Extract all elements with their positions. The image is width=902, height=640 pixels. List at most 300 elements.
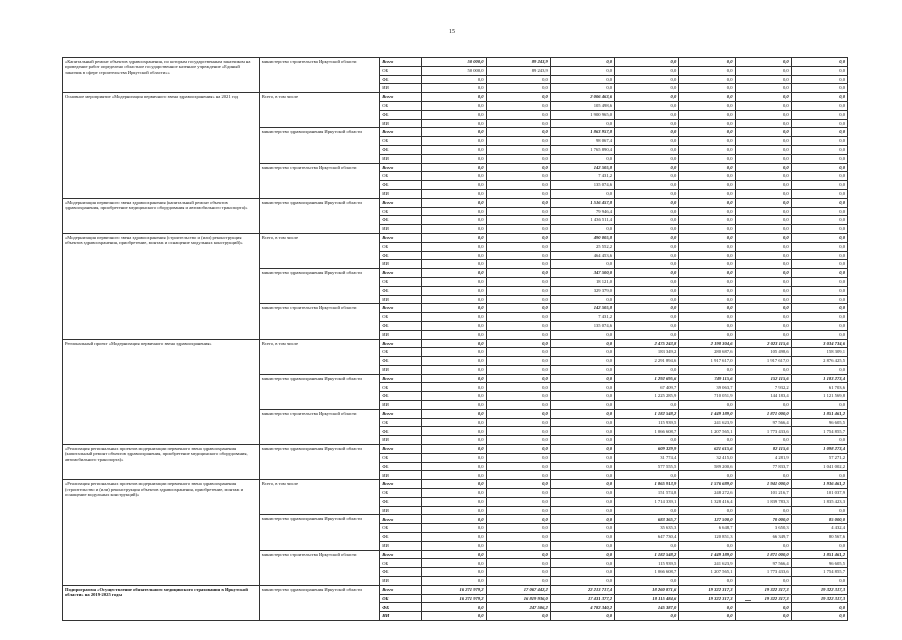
amount-cell: 0,0 [791, 242, 847, 251]
amount-cell: 18 115 484,6 [615, 594, 679, 603]
table-row [63, 233, 848, 242]
amount-cell: 0,0 [550, 506, 614, 515]
amount-cell: 0,0 [422, 515, 486, 524]
amount-cell: 490 005,8 [550, 233, 614, 242]
funding-source-cell: ОБ [380, 418, 422, 427]
amount-cell: 0,0 [422, 154, 486, 163]
amount-cell: 16 819 936,0 [486, 594, 550, 603]
amount-cell: 0,0 [679, 365, 735, 374]
amount-cell: 0,0 [486, 462, 550, 471]
amount-cell: 0,0 [615, 612, 679, 621]
amount-cell: 0,0 [735, 137, 791, 146]
executor-cell: Всего, в том числе [259, 233, 379, 268]
amount-cell: 0,0 [615, 286, 679, 295]
amount-cell: 0,0 [615, 321, 679, 330]
amount-cell: 0,0 [422, 304, 486, 313]
amount-cell: 25 552,2 [550, 242, 614, 251]
amount-cell: 1 225 285,9 [615, 392, 679, 401]
amount-cell: 19 322 317,3 [791, 594, 847, 603]
amount-cell: 0,0 [550, 401, 614, 410]
amount-cell: 0,0 [679, 506, 735, 515]
executor-cell: министерство здравоохранения Иркутской области [259, 445, 379, 480]
amount-cell: 0,0 [735, 577, 791, 586]
amount-cell: 0,0 [550, 541, 614, 550]
measure-description: Основное мероприятие «Модернизация первичного звена здравоохранения» на 2021 год [63, 93, 260, 199]
executor-cell: Всего, в том числе [259, 339, 379, 374]
measure-description: Региональный проект «Модернизация первичного звена здравоохранения» [63, 339, 260, 445]
amount-cell: 0,0 [791, 321, 847, 330]
amount-cell: 158 309,1 [791, 348, 847, 357]
amount-cell: 0,0 [791, 189, 847, 198]
amount-cell: 0,0 [735, 119, 791, 128]
amount-cell: 19 322 317,3 [791, 585, 847, 594]
amount-cell: 0,0 [486, 392, 550, 401]
amount-cell: 0,0 [679, 137, 735, 146]
amount-cell: 0,0 [486, 93, 550, 102]
amount-cell: 0,0 [550, 533, 614, 542]
amount-cell: 0,0 [735, 436, 791, 445]
funding-source-cell: ФБ [380, 110, 422, 119]
amount-cell: 0,0 [735, 145, 791, 154]
amount-cell: 19 322 317,3 [679, 585, 735, 594]
amount-cell: 0,0 [422, 480, 486, 489]
amount-cell: 1 328 416,4 [679, 497, 735, 506]
funding-source-cell: ФБ [380, 357, 422, 366]
amount-cell: 0,0 [735, 198, 791, 207]
amount-cell: 183 349,2 [615, 348, 679, 357]
amount-cell: 0,0 [486, 295, 550, 304]
scan-mark [745, 600, 751, 601]
amount-cell: 0,0 [679, 304, 735, 313]
amount-cell: 0,0 [791, 251, 847, 260]
measure-description: «Реализация региональных проектов модернизации первичного звена здравоохранения (строительство и (или) реконструкция объектов здравоохранения, приобретение, монтаж и оснащение модульных конструкций)» [63, 480, 260, 586]
amount-cell: 0,0 [486, 137, 550, 146]
amount-cell: 0,0 [486, 515, 550, 524]
executor-cell: министерство здравоохранения Иркутской области [259, 515, 379, 550]
amount-cell: 647 730,4 [615, 533, 679, 542]
amount-cell: 0,0 [679, 225, 735, 234]
funding-source-cell: ОБ [380, 489, 422, 498]
amount-cell: 0,0 [422, 295, 486, 304]
amount-cell: 115 939,5 [615, 418, 679, 427]
amount-cell: 0,0 [486, 145, 550, 154]
funding-source-cell: ФБ [380, 603, 422, 612]
amount-cell: 0,0 [791, 84, 847, 93]
amount-cell: 0,0 [791, 295, 847, 304]
amount-cell: 0,0 [486, 163, 550, 172]
amount-cell: 0,0 [486, 251, 550, 260]
amount-cell: 0,0 [486, 612, 550, 621]
amount-cell: 0,0 [422, 137, 486, 146]
amount-cell: 0,0 [550, 383, 614, 392]
amount-cell: 0,0 [486, 286, 550, 295]
amount-cell: 0,0 [735, 286, 791, 295]
amount-cell: 0,0 [422, 163, 486, 172]
amount-cell: 2 475 243,8 [615, 339, 679, 348]
amount-cell: 0,0 [679, 189, 735, 198]
funding-source-cell: ФБ [380, 533, 422, 542]
amount-cell: 0,0 [615, 242, 679, 251]
amount-cell: 0,0 [550, 577, 614, 586]
amount-cell: 0,0 [679, 84, 735, 93]
amount-cell: 0,0 [422, 330, 486, 339]
amount-cell: 0,0 [735, 101, 791, 110]
amount-cell: 1 900 965,0 [550, 110, 614, 119]
amount-cell: 0,0 [550, 427, 614, 436]
page-number: 15 [449, 29, 455, 35]
amount-cell: 1 516 457,8 [550, 198, 614, 207]
funding-source-cell: Всего [380, 374, 422, 383]
amount-cell: 0,0 [422, 506, 486, 515]
amount-cell: 0,0 [486, 568, 550, 577]
amount-cell: 0,0 [735, 603, 791, 612]
amount-cell: 0,0 [791, 58, 847, 67]
amount-cell: 0,0 [735, 401, 791, 410]
amount-cell: 0,0 [615, 251, 679, 260]
amount-cell: 0,0 [735, 269, 791, 278]
funding-source-cell: ФБ [380, 251, 422, 260]
amount-cell: 2 198 304,6 [679, 339, 735, 348]
amount-cell: 1 182 548,2 [615, 550, 679, 559]
amount-cell: 0,0 [791, 172, 847, 181]
executor-cell: Всего, в том числе [259, 480, 379, 515]
amount-cell: 0,0 [550, 392, 614, 401]
amount-cell: 0,0 [615, 541, 679, 550]
amount-cell: 0,0 [735, 541, 791, 550]
amount-cell: 0,0 [550, 568, 614, 577]
amount-cell: 0,0 [422, 577, 486, 586]
amount-cell: 0,0 [422, 489, 486, 498]
funding-source-cell: ИИ [380, 541, 422, 550]
amount-cell: 0,0 [422, 383, 486, 392]
amount-cell: 241 623,9 [679, 559, 735, 568]
funding-source-cell: ОБ [380, 277, 422, 286]
amount-cell: 0,0 [679, 260, 735, 269]
amount-cell: 0,0 [422, 321, 486, 330]
amount-cell: 0,0 [615, 304, 679, 313]
amount-cell: 0,0 [679, 612, 735, 621]
amount-cell: 0,0 [486, 242, 550, 251]
amount-cell: 0,0 [679, 436, 735, 445]
amount-cell: 0,0 [550, 445, 614, 454]
amount-cell: 0,0 [615, 577, 679, 586]
table-row [63, 93, 848, 102]
amount-cell: 1 754 855,7 [791, 427, 847, 436]
amount-cell: 0,0 [550, 480, 614, 489]
amount-cell: 0,0 [486, 110, 550, 119]
amount-cell: 0,0 [550, 365, 614, 374]
amount-cell: 0,0 [486, 330, 550, 339]
amount-cell: 0,0 [550, 612, 614, 621]
amount-cell: 0,0 [791, 269, 847, 278]
executor-cell: министерство здравоохранения Иркутской области [259, 374, 379, 409]
amount-cell: 0,0 [486, 128, 550, 137]
amount-cell: 0,0 [735, 128, 791, 137]
amount-cell: 0,0 [422, 401, 486, 410]
amount-cell: 1 098 273,4 [791, 445, 847, 454]
amount-cell: 3 650,3 [735, 524, 791, 533]
amount-cell: 0,0 [422, 409, 486, 418]
amount-cell: 0,0 [679, 207, 735, 216]
amount-cell: 144 183,4 [735, 392, 791, 401]
amount-cell: 0,0 [486, 348, 550, 357]
funding-source-cell: Всего [380, 304, 422, 313]
amount-cell: 105 498,6 [550, 101, 614, 110]
amount-cell: 0,0 [550, 462, 614, 471]
amount-cell: 1 121 569,8 [791, 392, 847, 401]
amount-cell: 0,0 [486, 418, 550, 427]
amount-cell: 0,0 [679, 216, 735, 225]
amount-cell: 1 449 189,0 [679, 550, 735, 559]
amount-cell: 17 431 377,2 [550, 594, 614, 603]
amount-cell: 0,0 [422, 233, 486, 242]
amount-cell: 0,0 [550, 66, 614, 75]
amount-cell: 0,0 [679, 330, 735, 339]
amount-cell: 0,0 [422, 550, 486, 559]
amount-cell: 609 329,9 [615, 445, 679, 454]
amount-cell: 1 182 548,2 [615, 409, 679, 418]
funding-source-cell: ИИ [380, 330, 422, 339]
amount-cell: 0,0 [615, 313, 679, 322]
amount-cell: 0,0 [486, 559, 550, 568]
amount-cell: 0,0 [615, 137, 679, 146]
amount-cell: 0,0 [791, 225, 847, 234]
funding-source-cell: ФБ [380, 321, 422, 330]
amount-cell: 89 243,9 [486, 66, 550, 75]
amount-cell: 0,0 [422, 207, 486, 216]
amount-cell: 0,0 [791, 603, 847, 612]
executor-cell: министерство здравоохранения Иркутской области [259, 269, 379, 304]
amount-cell: 145 387,0 [615, 603, 679, 612]
amount-cell: 79 946,4 [550, 207, 614, 216]
amount-cell: 0,0 [791, 401, 847, 410]
amount-cell: 0,0 [679, 110, 735, 119]
amount-cell: 1 865 913,9 [615, 480, 679, 489]
amount-cell: 0,0 [422, 541, 486, 550]
amount-cell: 0,0 [615, 216, 679, 225]
amount-cell: 0,0 [422, 612, 486, 621]
amount-cell: 0,0 [550, 550, 614, 559]
funding-source-cell: ФБ [380, 216, 422, 225]
amount-cell: 1 871 000,0 [735, 409, 791, 418]
amount-cell: 18 260 871,6 [615, 585, 679, 594]
amount-cell: 1 936 461,2 [791, 480, 847, 489]
amount-cell: 0,0 [679, 233, 735, 242]
amount-cell: 0,0 [679, 66, 735, 75]
measure-description: «Капитальный ремонт объектов здравоохранения, по которым государственным заказчиком на проведение работ определено областное государственное казенное учреждение «Единый заказчик в сфере строительства Иркутской области»» [63, 58, 260, 93]
funding-source-cell: Всего [380, 515, 422, 524]
amount-cell: 0,0 [791, 101, 847, 110]
amount-cell: 17 067 442,2 [486, 585, 550, 594]
amount-cell: 0,0 [615, 181, 679, 190]
amount-cell: 0,0 [486, 409, 550, 418]
amount-cell: 464 453,6 [550, 251, 614, 260]
amount-cell: 0,0 [550, 515, 614, 524]
amount-cell: 0,0 [615, 154, 679, 163]
amount-cell: 0,0 [679, 295, 735, 304]
amount-cell: 0,0 [486, 225, 550, 234]
amount-cell: 0,0 [791, 216, 847, 225]
amount-cell: 0,0 [791, 436, 847, 445]
amount-cell: 0,0 [422, 225, 486, 234]
amount-cell: 127 500,0 [679, 515, 735, 524]
measure-description: «Модернизация первичного звена здравоохранения (строительство и (или) реконструкция объектов здравоохранения, приобретение, монтаж и оснащение модульных конструкций)» [63, 233, 260, 339]
amount-cell: 0,0 [550, 84, 614, 93]
amount-cell: 0,0 [679, 198, 735, 207]
funding-source-cell: Всего [380, 409, 422, 418]
amount-cell: 0,0 [486, 357, 550, 366]
measure-description: «Реализация региональных проектов модернизации первичного звена здравоохранения (капитальный ремонт объектов здравоохранения, приобретение медицинского оборудования, автомобильного транспорта)» [63, 445, 260, 480]
amount-cell: 31 774,4 [615, 453, 679, 462]
amount-cell: 142 505,8 [550, 163, 614, 172]
amount-cell: 22 213 717,4 [550, 585, 614, 594]
amount-cell: 0,0 [422, 101, 486, 110]
amount-cell: 0,0 [735, 471, 791, 480]
amount-cell: 0,0 [550, 357, 614, 366]
funding-source-cell: ИИ [380, 612, 422, 621]
amount-cell: 1 871 000,0 [735, 550, 791, 559]
amount-cell: 0,0 [735, 58, 791, 67]
amount-cell: 0,0 [422, 75, 486, 84]
amount-cell: 0,0 [422, 462, 486, 471]
amount-cell: 0,0 [486, 533, 550, 542]
amount-cell: 0,0 [550, 374, 614, 383]
amount-cell: 0,0 [735, 251, 791, 260]
amount-cell: 0,0 [422, 277, 486, 286]
amount-cell: 0,0 [791, 93, 847, 102]
amount-cell: 241 623,9 [679, 418, 735, 427]
funding-source-cell: Всего [380, 550, 422, 559]
amount-cell: 0,0 [791, 577, 847, 586]
amount-cell: 1 207 565,1 [679, 568, 735, 577]
amount-cell: 0,0 [550, 409, 614, 418]
amount-cell: 0,0 [735, 93, 791, 102]
amount-cell: 0,0 [615, 84, 679, 93]
amount-cell: 50 000,0 [422, 58, 486, 67]
amount-cell: 0,0 [735, 84, 791, 93]
amount-cell: 0,0 [679, 471, 735, 480]
amount-cell: 0,0 [486, 313, 550, 322]
amount-cell: 1 851 461,2 [791, 550, 847, 559]
amount-cell: 0,0 [735, 260, 791, 269]
funding-source-cell: ОБ [380, 101, 422, 110]
amount-cell: 0,0 [422, 269, 486, 278]
amount-cell: 0,0 [422, 453, 486, 462]
amount-cell: 19 322 317,3 [735, 585, 791, 594]
amount-cell: 1 576 689,0 [679, 480, 735, 489]
amount-cell: 1 835 423,3 [791, 497, 847, 506]
amount-cell: 80 567,6 [791, 533, 847, 542]
amount-cell: 0,0 [679, 269, 735, 278]
amount-cell: 39 063,7 [679, 383, 735, 392]
amount-cell: 0,0 [735, 163, 791, 172]
amount-cell: 0,0 [422, 286, 486, 295]
amount-cell: 2 291 894,6 [615, 357, 679, 366]
amount-cell: 0,0 [679, 577, 735, 586]
amount-cell: 6 648,7 [679, 524, 735, 533]
amount-cell: 1 207 565,1 [679, 427, 735, 436]
amount-cell: 0,0 [550, 436, 614, 445]
amount-cell: 0,0 [486, 374, 550, 383]
funding-source-cell: ИИ [380, 471, 422, 480]
funding-source-cell: ИИ [380, 154, 422, 163]
amount-cell: 0,0 [679, 242, 735, 251]
funding-source-cell: Всего [380, 58, 422, 67]
amount-cell: 135 074,6 [550, 321, 614, 330]
amount-cell: 0,0 [791, 330, 847, 339]
amount-cell: 0,0 [422, 260, 486, 269]
amount-cell: 3 034 734,6 [791, 339, 847, 348]
funding-source-cell: ИИ [380, 436, 422, 445]
amount-cell: 142 505,8 [550, 304, 614, 313]
funding-source-cell: ОБ [380, 524, 422, 533]
amount-cell: 0,0 [422, 93, 486, 102]
amount-cell: 0,0 [615, 110, 679, 119]
amount-cell: 0,0 [422, 242, 486, 251]
amount-cell: 0,0 [735, 189, 791, 198]
amount-cell: 89 243,9 [486, 58, 550, 67]
amount-cell: 0,0 [791, 137, 847, 146]
amount-cell: 248 272,6 [679, 489, 735, 498]
amount-cell: 1 863 957,8 [550, 128, 614, 137]
amount-cell: 1 773 433,6 [735, 427, 791, 436]
amount-cell: 0,0 [735, 225, 791, 234]
table-row [63, 58, 848, 67]
amount-cell: 0,0 [735, 110, 791, 119]
amount-cell: 0,0 [679, 251, 735, 260]
amount-cell: 2 876 425,5 [791, 357, 847, 366]
amount-cell: 0,0 [486, 427, 550, 436]
amount-cell: 0,0 [486, 541, 550, 550]
funding-source-cell: ИИ [380, 189, 422, 198]
amount-cell: 0,0 [550, 489, 614, 498]
funding-source-cell: ОБ [380, 594, 422, 603]
funding-source-cell: ФБ [380, 427, 422, 436]
amount-cell: 0,0 [679, 541, 735, 550]
amount-cell: 0,0 [791, 277, 847, 286]
amount-cell: 0,0 [486, 453, 550, 462]
amount-cell: 0,0 [422, 339, 486, 348]
amount-cell: 0,0 [550, 559, 614, 568]
amount-cell: 0,0 [615, 66, 679, 75]
amount-cell: 4 432,4 [791, 524, 847, 533]
amount-cell: 329 379,0 [550, 286, 614, 295]
amount-cell: 0,0 [791, 75, 847, 84]
executor-cell: министерство строительства Иркутской области [259, 58, 379, 93]
amount-cell: 0,0 [486, 181, 550, 190]
amount-cell: 7 431,2 [550, 172, 614, 181]
amount-cell: 1 183 273,4 [791, 374, 847, 383]
amount-cell: 1 041 002,2 [791, 462, 847, 471]
amount-cell: 19 322 317,3 [679, 594, 735, 603]
funding-source-cell: ФБ [380, 286, 422, 295]
amount-cell: 0,0 [735, 277, 791, 286]
amount-cell: 0,0 [791, 260, 847, 269]
amount-cell: 0,0 [615, 101, 679, 110]
amount-cell: 0,0 [550, 189, 614, 198]
funding-source-cell: ФБ [380, 145, 422, 154]
amount-cell: 0,0 [550, 339, 614, 348]
amount-cell: 0,0 [422, 357, 486, 366]
amount-cell: 0,0 [422, 216, 486, 225]
table-row [63, 480, 848, 489]
amount-cell: 0,0 [679, 286, 735, 295]
amount-cell: 0,0 [735, 506, 791, 515]
amount-cell: 0,0 [791, 506, 847, 515]
amount-cell: 0,0 [679, 163, 735, 172]
amount-cell: 0,0 [791, 128, 847, 137]
funding-source-cell: ФБ [380, 462, 422, 471]
